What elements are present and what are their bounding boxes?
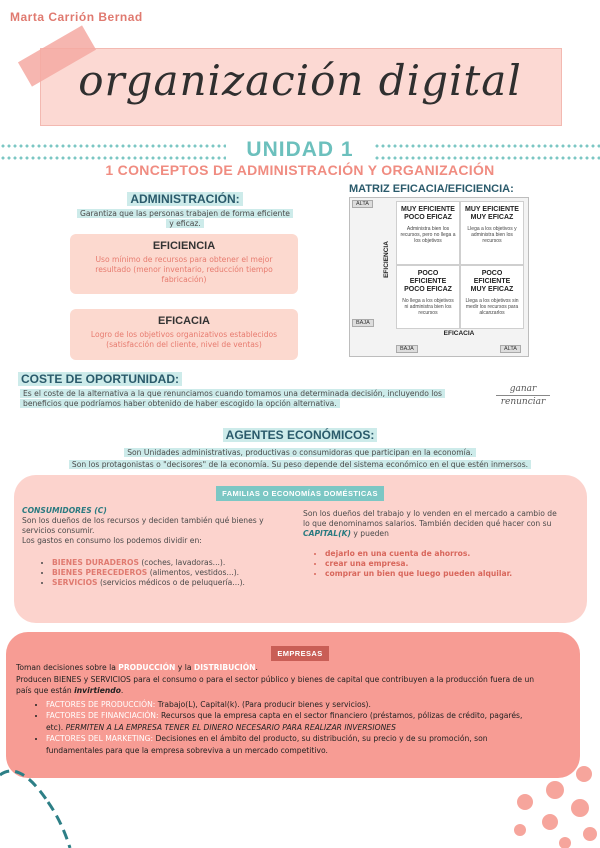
agentes-section: [0, 424, 600, 471]
f1-key: FACTORES DE PRODUCCIÓN:: [46, 699, 156, 709]
dashed-arc: [0, 771, 48, 802]
decorative-shapes: [0, 730, 600, 848]
gasto-item: [52, 578, 292, 588]
matriz-cell-4-title-1: POCO: [481, 270, 503, 277]
matriz-cell-4-title-3: MUY EFICAZ: [470, 286, 514, 293]
matriz-cell-3-title-1: POCO: [417, 270, 439, 277]
matriz-cell-3-title-2: EFICIENTE: [409, 278, 447, 285]
familias-right-2: lo que denominamos salarios. También deciden qué hacer con su: [303, 519, 552, 528]
consumidores-label: CONSUMIDORES (C): [22, 506, 107, 515]
f3-val: Decisiones en el ámbito del producto, su distribución, su precio y de su promoción, son: [153, 734, 488, 743]
gasto-val: (servicios médicos o de peluquería...).: [97, 578, 245, 587]
matriz-heading: MATRIZ EFICACIA/EFICIENCIA:: [349, 183, 514, 195]
agentes-heading: AGENTES ECONÓMICOS:: [223, 428, 378, 442]
empresas-p1: [16, 662, 576, 674]
deco-dot: [559, 837, 571, 848]
gasto-val: (coches, lavadoras...).: [138, 558, 226, 567]
gasto-key: BIENES DURADEROS: [52, 558, 139, 567]
matriz-baja-y: BAJA: [352, 319, 374, 327]
familias-right: [303, 509, 579, 579]
p1e: .: [255, 663, 258, 672]
matriz-cell-2-title-1: MUY EFICIENTE: [465, 206, 519, 213]
p1d: DISTRIBUCIÓN: [193, 663, 256, 672]
matriz-y-label: EFICIENCIA: [382, 241, 390, 278]
empresas-tag: EMPRESAS: [271, 646, 328, 661]
capital-option: • comprar un bien que luego pueden alquilar.: [325, 569, 579, 579]
deco-dot: [514, 824, 526, 836]
empresas-p2-1: Producen BIENES y SERVICIOS para el consumo o para el sector público y bienes de capital que contribuyen a la producción fuera de un: [16, 674, 535, 684]
matriz-cell-1-desc: Administra bien los recursos, pero no llega a los objetivos: [400, 226, 456, 244]
capital-options: [303, 549, 579, 579]
unit-subtitle: 1 CONCEPTOS DE ADMINISTRACIÓN Y ORGANIZACIÓN: [105, 162, 495, 178]
deco-dot: [583, 827, 597, 841]
matriz-x-label: EFICACIA: [443, 330, 475, 337]
familias-left-3: Los gastos en consumo los podemos dividir en:: [22, 536, 202, 545]
capital-option: • dejarlo en una cuenta de ahorros.: [325, 549, 579, 559]
gasto-key: SERVICIOS: [52, 578, 98, 587]
administracion-text-2: y eficaz.: [166, 219, 204, 228]
agentes-text-1: Son Unidades administrativas, productivas o consumidoras que participan en la economía.: [124, 448, 476, 457]
matriz-cell-1-title-1: MUY EFICIENTE: [401, 206, 455, 213]
administracion-text: [60, 209, 310, 229]
page-title: organización digital: [78, 56, 522, 105]
familias-left: [22, 506, 292, 588]
eficiencia-heading: EFICIENCIA: [152, 240, 216, 252]
p1c: y la: [175, 663, 194, 672]
empresas-p2-2: [16, 685, 576, 697]
f3-val2: fundamentales para que la empresa sobreviva a un mercado competitivo.: [46, 745, 328, 755]
factor-produccion: [46, 699, 576, 711]
administracion-heading: ADMINISTRACIÓN:: [127, 192, 242, 206]
eficacia-text-1: Logro de los objetivos organizativos establecidos: [90, 330, 278, 339]
matriz-alta-y: ALTA: [352, 200, 373, 208]
p1b: PRODUCCIÓN: [118, 663, 176, 672]
coste-text-2: beneficios que podríamos haber obtenido de haber escogido la opción alternativa.: [20, 399, 340, 408]
eficiencia-box: [70, 234, 298, 294]
matriz-cell-1: [396, 201, 460, 265]
eficacia-text-2: (satisfacción del cliente, nivel de ventas): [106, 340, 262, 349]
matriz-cell-3: [396, 265, 460, 329]
matriz-cell-4-desc: Llega a los objetivos sin medir los recursos para alcanzarlos: [465, 298, 519, 316]
administracion-section: [60, 188, 310, 229]
deco-dot: [571, 799, 589, 817]
matriz-cell-3-title-3: POCO EFICAZ: [404, 286, 452, 293]
matriz-cell-3-desc: No llega a los objetivos ni administra bien los recursos: [402, 298, 454, 316]
eficacia-heading: EFICACIA: [158, 315, 210, 327]
dashed-arc-2: [48, 802, 70, 848]
author-name: Marta Carrión Bernad: [10, 10, 143, 24]
p22c: .: [120, 686, 124, 695]
matriz-diagram: [349, 197, 529, 357]
familias-right-1: Son los dueños del trabajo y lo venden en el mercado a cambio de: [303, 509, 557, 518]
eficacia-box: [70, 309, 298, 360]
capital-label: CAPITAL(K): [303, 529, 351, 538]
matriz-alta-x: ALTA: [500, 345, 521, 353]
familias-left-2: servicios consumir.: [22, 526, 95, 535]
f1-val: Trabajo(L), Capital(k). (Para producir bienes y servicios).: [155, 699, 371, 709]
matriz-cell-4-title-2: EFICIENTE: [473, 278, 511, 285]
coste-text-1: Es el coste de la alternativa a la que renunciamos cuando tomamos una determinada decisión, incluyendo los: [20, 389, 445, 398]
eficiencia-text-2: resultado (menor inventario, reducción tiempo: [95, 265, 273, 274]
f2-val: Recursos que la empresa capta en el sector financiero (préstamos, pólizas de crédito, pagarés,: [158, 711, 523, 720]
familias-right-3: y pueden: [350, 529, 389, 538]
deco-dot: [542, 814, 558, 830]
f2-key: FACTORES DE FINANCIACIÓN:: [46, 711, 159, 720]
unit-heading: UNIDAD 1: [246, 138, 354, 161]
coste-text: [20, 389, 490, 409]
deco-dot: [517, 794, 533, 810]
familias-tag-wrap: [0, 481, 600, 500]
matriz-cell-1-title-2: POCO EFICAZ: [404, 214, 452, 221]
fraction-top: ganar: [509, 384, 537, 394]
matriz-cell-2-desc: Llega a los objetivos y administra bien los recursos: [467, 226, 517, 244]
matriz-baja-x: BAJA: [396, 345, 418, 353]
fraction-bottom: renunciar: [500, 397, 546, 407]
agentes-text-2: Son los protagonistas o "decisores" de la economía. Su peso depende del sistema económico en el que estén inmersos.: [69, 460, 531, 469]
f2-val2: etc).: [46, 722, 66, 732]
eficacia-text: [70, 330, 298, 350]
matriz-cell-4: [460, 265, 524, 329]
gasto-item: [52, 568, 292, 578]
matriz-cell-2: [460, 201, 524, 265]
empresas-tag-wrap: [0, 641, 600, 660]
f3-key: FACTORES DEL MARKETING:: [46, 734, 154, 743]
p1a: Toman decisiones sobre la: [16, 663, 119, 672]
p22a: país que están: [16, 686, 75, 695]
familias-left-1: Son los dueños de los recursos y deciden también qué bienes y: [22, 516, 264, 525]
eficiencia-text: [70, 255, 298, 285]
coste-fraction: [494, 384, 552, 407]
eficiencia-text-3: fabricación): [161, 275, 207, 284]
p22b: invirtiendo: [74, 686, 121, 695]
matriz-cell-2-title-2: MUY EFICAZ: [470, 214, 514, 221]
eficiencia-text-1: Uso mínimo de recursos para obtener el mejor: [95, 255, 273, 264]
gasto-item: [52, 558, 292, 568]
deco-dot: [546, 781, 564, 799]
gastos-list: [22, 558, 292, 588]
agentes-text: [0, 447, 600, 471]
deco-dot: [576, 766, 592, 782]
gasto-key: BIENES PERECEDEROS: [52, 568, 148, 577]
f2-val3: PERMITEN A LA EMPRESA TENER EL DINERO NECESARIO PARA REALIZAR INVERSIONES: [65, 722, 396, 732]
administracion-text-1: Garantiza que las personas trabajen de forma eficiente: [77, 209, 293, 218]
gasto-val: (alimentos, vestidos...).: [147, 568, 240, 577]
familias-tag: FAMILIAS O ECONOMÍAS DOMÉSTICAS: [216, 486, 384, 501]
capital-option: • crear una empresa.: [325, 559, 579, 569]
coste-heading: COSTE DE OPORTUNIDAD:: [18, 372, 182, 386]
